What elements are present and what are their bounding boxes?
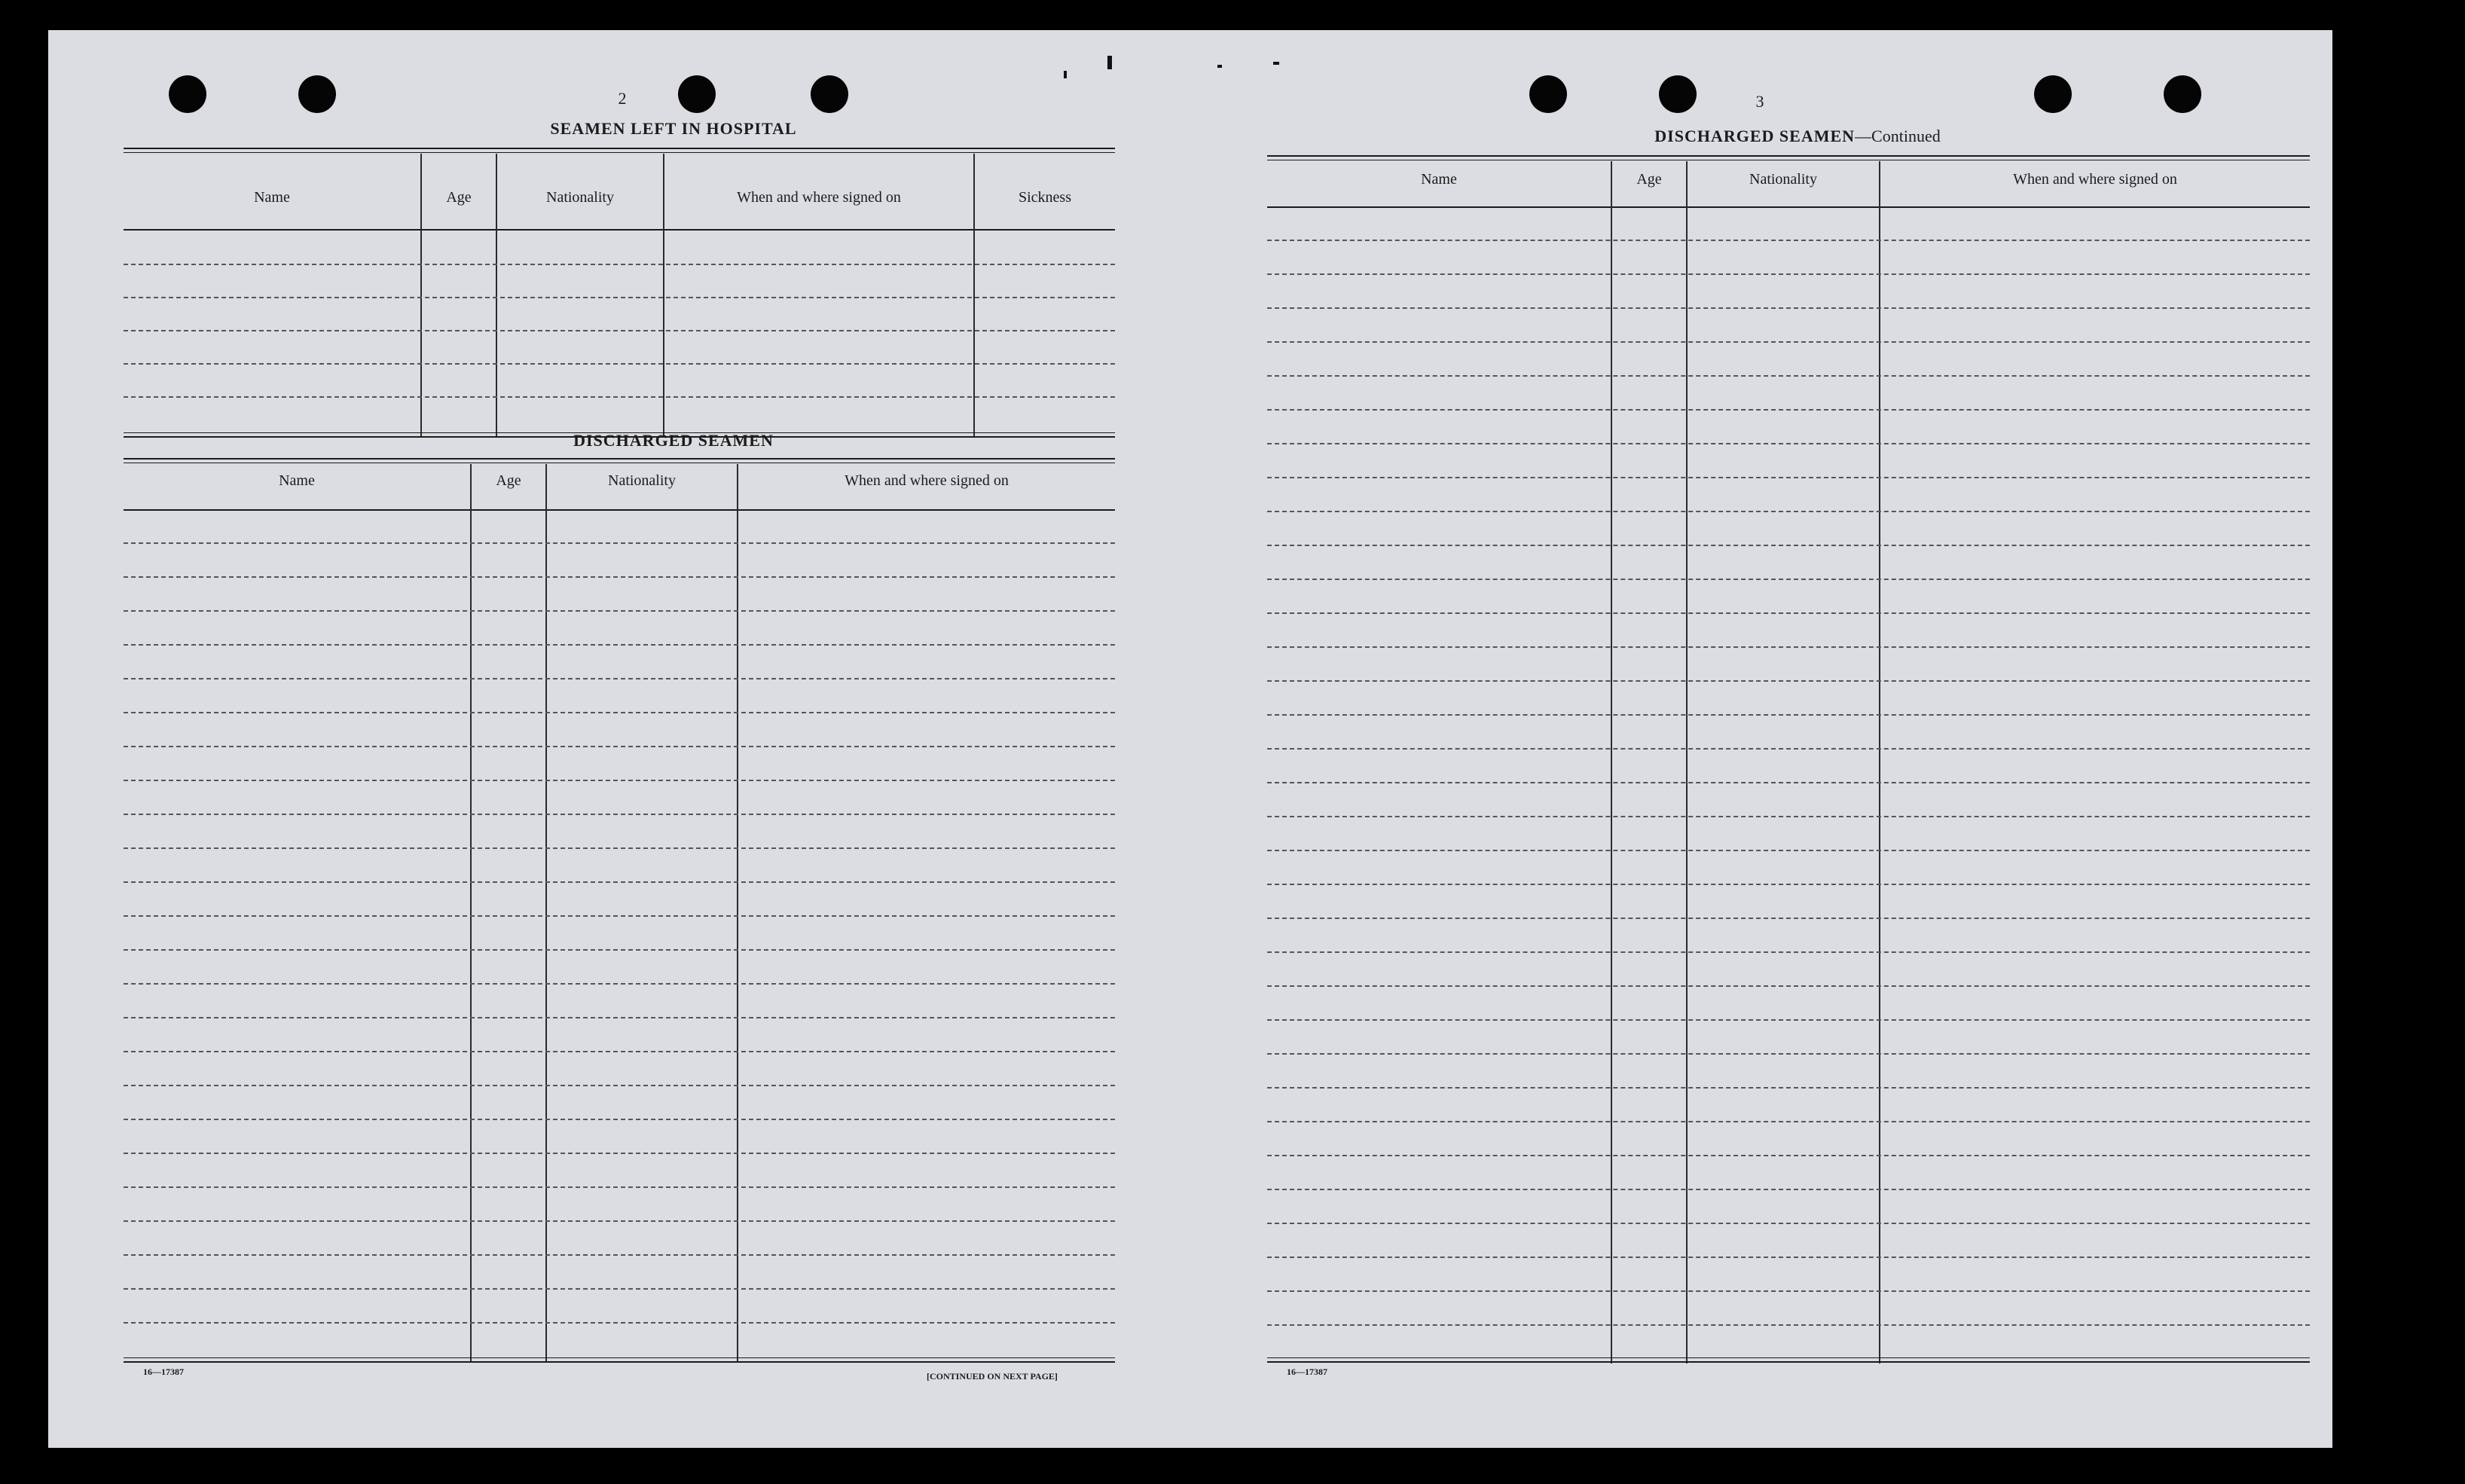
ink-speck [1273,62,1279,65]
entry-row-line [1267,884,2310,885]
page-number-left: 2 [618,89,627,108]
form-code-left: 16—17387 [143,1366,184,1377]
header-underline [124,509,1115,511]
form-code-right: 16—17387 [1287,1366,1327,1377]
entry-row-line [1267,545,2310,546]
entry-row-line [124,1153,1115,1154]
entry-row-line [124,678,1115,679]
entry-row-line [124,949,1115,951]
entry-row-line [1267,1087,2310,1089]
ink-speck [1064,71,1067,78]
column-header-age: Age [446,189,472,206]
entry-row-line [1267,240,2310,241]
entry-row-line [124,1017,1115,1018]
discharged-table [124,458,1115,1362]
discharged-continued-title-suffix: —Continued [1855,127,1941,145]
entry-row-line [124,1220,1115,1222]
entry-row-line [1267,1324,2310,1326]
entry-row-line [1267,341,2310,343]
entry-row-line [1267,918,2310,919]
hospital-section-title: SEAMEN LEFT IN HOSPITAL [550,119,797,138]
entry-row-line [124,814,1115,815]
entry-row-line [1267,273,2310,275]
column-divider [973,154,975,437]
binder-hole [2034,75,2072,113]
ink-speck [1217,65,1222,68]
entry-row-line [1267,1189,2310,1190]
column-header-nationality: Nationality [546,189,614,206]
entry-row-line [124,712,1115,713]
entry-row-line [1267,646,2310,648]
entry-row-line [1267,443,2310,444]
table-bottom-rule [124,1357,1115,1363]
column-divider [470,464,472,1362]
entry-row-line [124,1186,1115,1188]
entry-row-line [1267,477,2310,478]
entry-row-line [124,780,1115,781]
entry-row-line [1267,1019,2310,1021]
column-header-age: Age [1636,171,1662,188]
binder-hole [169,75,206,113]
table-top-rule [124,148,1115,153]
header-underline [1267,206,2310,208]
entry-row-line [1267,748,2310,750]
discharged-section-title: DISCHARGED SEAMEN [573,431,774,450]
entry-row-line [1267,511,2310,512]
entry-row-line [124,610,1115,612]
column-header-age: Age [496,472,521,489]
entry-row-line [124,1085,1115,1086]
column-header-sickness: Sickness [1019,189,1071,206]
entry-row-line [124,881,1115,883]
column-header-nationality: Nationality [1749,171,1817,188]
entry-row-line [1267,307,2310,309]
entry-row-line [1267,1121,2310,1122]
header-underline [124,229,1115,231]
entry-row-line [124,1288,1115,1290]
column-divider [737,464,738,1362]
entry-row-line [124,847,1115,849]
entry-row-line [124,363,1115,365]
binder-hole [298,75,336,113]
entry-row-line [1267,1257,2310,1258]
column-header-signed-on: When and where signed on [737,189,901,206]
entry-row-line [124,297,1115,298]
binder-hole [2164,75,2201,113]
entry-row-line [124,330,1115,331]
column-divider [663,154,664,437]
entry-row-line [1267,850,2310,851]
entry-row-line [1267,951,2310,953]
entry-row-line [124,644,1115,646]
column-divider [545,464,547,1362]
column-header-name: Name [279,472,315,489]
form-sheet [48,30,2332,1448]
entry-row-line [124,983,1115,985]
column-divider [420,154,422,437]
entry-row-line [124,1254,1115,1256]
column-header-name: Name [254,189,290,206]
binder-hole [811,75,848,113]
entry-row-line [1267,1155,2310,1156]
discharged-continued-title [1519,127,2076,146]
binder-hole [678,75,716,113]
binder-hole [1529,75,1567,113]
discharged-continued-title-main: DISCHARGED SEAMEN [1654,127,1856,145]
ink-speck [1107,56,1112,69]
column-header-signed-on: When and where signed on [2013,171,2177,188]
entry-row-line [124,264,1115,265]
entry-row-line [124,746,1115,747]
entry-row-line [1267,680,2310,682]
page-number-right: 3 [1755,92,1764,111]
column-header-nationality: Nationality [608,472,676,489]
entry-row-line [1267,375,2310,377]
entry-row-line [1267,612,2310,614]
entry-row-line [1267,985,2310,987]
continued-note: [CONTINUED ON NEXT PAGE] [927,1371,1058,1382]
column-divider [496,154,497,437]
entry-row-line [1267,816,2310,817]
column-header-signed-on: When and where signed on [845,472,1009,489]
entry-row-line [1267,579,2310,580]
hospital-table [124,148,1115,437]
entry-row-line [124,1322,1115,1324]
column-header-name: Name [1421,171,1457,188]
entry-row-line [124,915,1115,917]
table-bottom-rule [1267,1357,2310,1363]
discharged-continued-table [1267,155,2310,1363]
entry-row-line [1267,1223,2310,1224]
entry-row-line [1267,1290,2310,1292]
entry-row-line [1267,409,2310,411]
entry-row-line [124,1119,1115,1120]
entry-row-line [124,542,1115,544]
table-top-rule [124,458,1115,463]
entry-row-line [1267,1053,2310,1055]
entry-row-line [1267,714,2310,716]
entry-row-line [124,1051,1115,1052]
entry-row-line [1267,782,2310,783]
entry-row-line [124,576,1115,578]
entry-row-line [124,396,1115,398]
table-top-rule [1267,155,2310,160]
binder-hole [1659,75,1697,113]
